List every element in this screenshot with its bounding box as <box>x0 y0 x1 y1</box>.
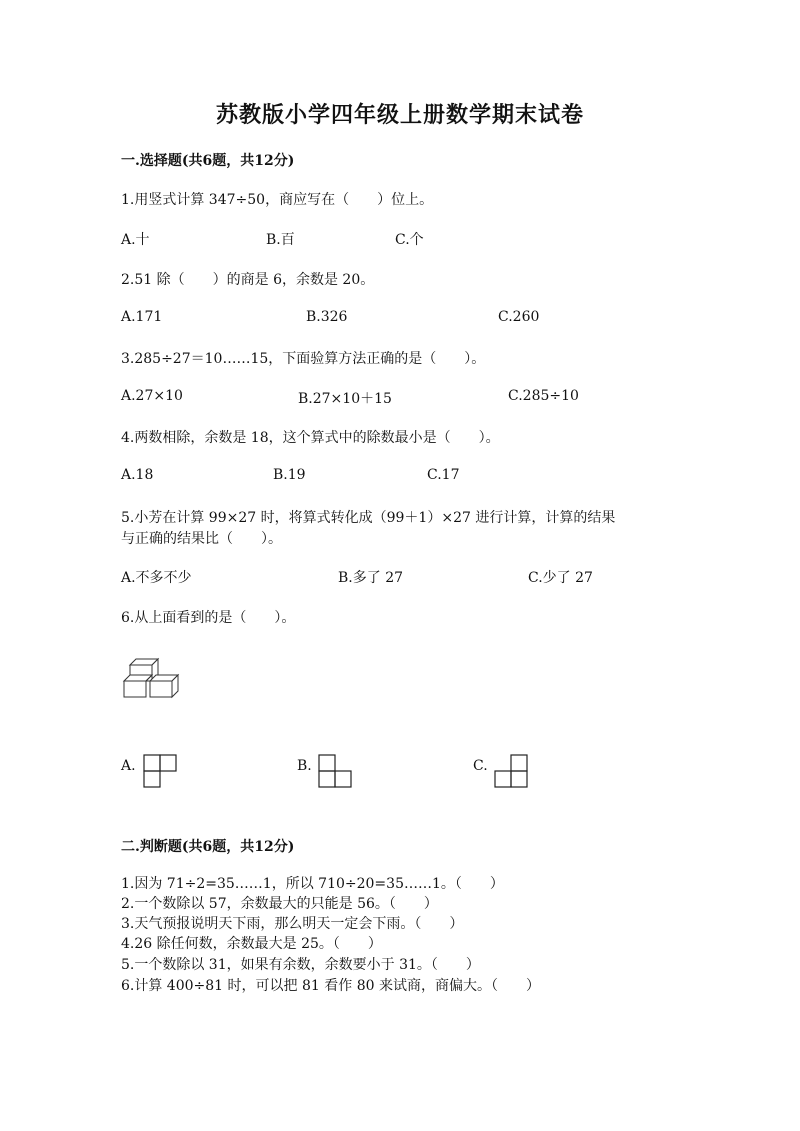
q4-option-b: B.19 <box>273 467 306 483</box>
q5-option-c: C.少了 27 <box>528 570 593 586</box>
q6-option-b: B. <box>297 758 312 774</box>
q5-option-a: A.不多不少 <box>121 570 192 586</box>
q6-option-c-figure <box>494 754 530 788</box>
question-5-line2: 与正确的结果比（ ）。 <box>121 531 282 547</box>
judge-item-1: 1.因为 71÷2=35……1，所以 710÷20=35……1。（ ） <box>121 876 504 892</box>
q6-option-c: C. <box>473 758 488 774</box>
judge-item-4: 4.26 除任何数，余数最大是 25。（ ） <box>121 936 382 952</box>
q2-option-c: C.260 <box>498 309 540 325</box>
page-title: 苏教版小学四年级上册数学期末试卷 <box>215 102 584 128</box>
q1-option-a: A.十 <box>121 232 150 248</box>
question-6: 6.从上面看到的是（ ）。 <box>121 610 296 626</box>
judge-item-6: 6.计算 400÷81 时，可以把 81 看作 80 来试商，商偏大。（ ） <box>121 978 540 994</box>
q3-option-c: C.285÷10 <box>508 388 579 404</box>
q2-option-b: B.326 <box>306 309 348 325</box>
q6-option-a: A. <box>121 758 136 774</box>
q3-option-b: B.27×10＋15 <box>298 391 392 407</box>
judge-item-2: 2.一个数除以 57，余数最大的只能是 56。（ ） <box>121 896 438 912</box>
question-5-line1: 5.小芳在计算 99×27 时，将算式转化成（99＋1）×27 进行计算，计算的结果 <box>121 510 616 526</box>
q2-option-a: A.171 <box>121 309 163 325</box>
question-2: 2.51 除（ ）的商是 6，余数是 20。 <box>121 272 375 288</box>
q4-option-c: C.17 <box>427 467 460 483</box>
q1-option-c: C.个 <box>395 232 424 248</box>
q6-option-a-figure <box>143 754 179 788</box>
question-4: 4.两数相除，余数是 18，这个算式中的除数最小是（ ）。 <box>121 430 500 446</box>
q3-option-a: A.27×10 <box>121 388 183 404</box>
q4-option-a: A.18 <box>121 467 154 483</box>
q6-option-b-figure <box>318 754 354 788</box>
section-heading-choice: 一.选择题(共6题，共12分) <box>121 153 295 169</box>
judge-item-3: 3.天气预报说明天下雨，那么明天一定会下雨。（ ） <box>121 916 464 932</box>
question-3: 3.285÷27＝10……15，下面验算方法正确的是（ ）。 <box>121 351 486 367</box>
q5-option-b: B.多了 27 <box>338 570 404 586</box>
question-1: 1.用竖式计算 347÷50，商应写在（ ）位上。 <box>121 192 434 208</box>
q1-option-b: B.百 <box>266 232 295 248</box>
judge-item-5: 5.一个数除以 31，如果有余数，余数要小于 31。（ ） <box>121 957 480 973</box>
section-heading-judge: 二.判断题(共6题，共12分) <box>121 839 295 855</box>
cube-stack-figure <box>120 656 182 704</box>
